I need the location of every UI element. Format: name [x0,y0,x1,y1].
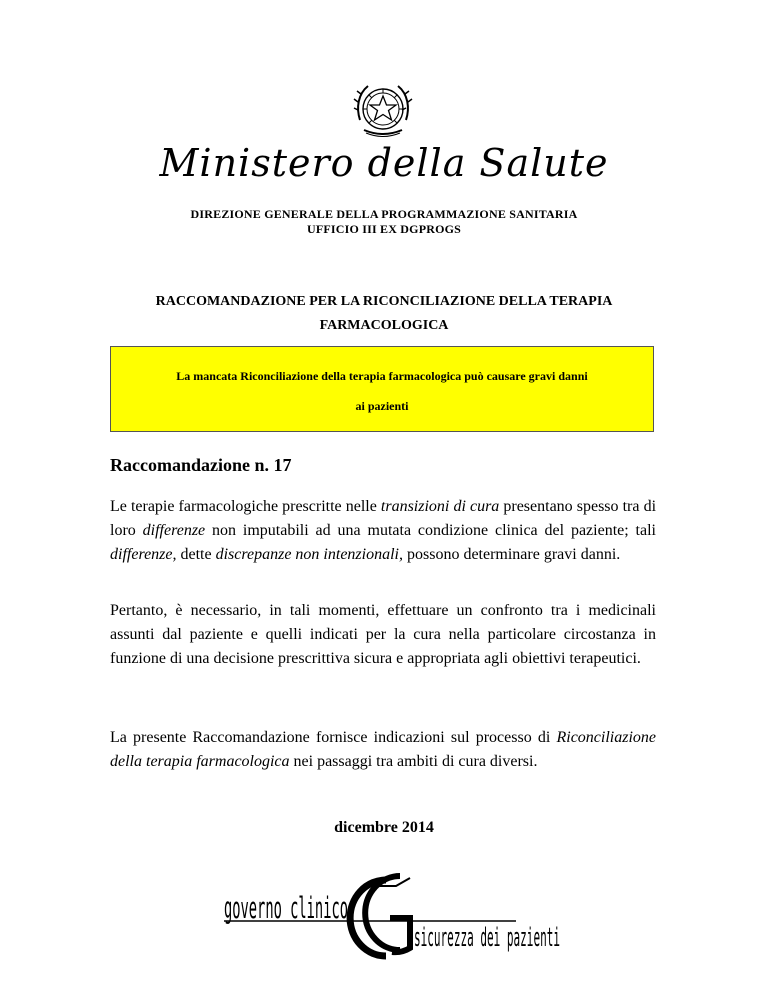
warning-box [110,346,654,432]
paragraph-discrepancies: Le terapie farmacologiche prescritte nelle transizioni di cura presentano spesso tra di loro differenze non imputabili ad una mutata condizione clinica del paziente; tali differenze, dette discrepanze non intenzionali, possono determinare gravi danni. [110,498,657,563]
svg-text:sicurezza dei pazienti: sicurezza dei pazienti [414,922,560,953]
document-title-line-2: FARMACOLOGICA [319,318,449,333]
publication-date: dicembre 2014 [334,819,434,836]
svg-text:governo clinico: governo clinico [224,891,348,927]
direction-heading: DIREZIONE GENERALE DELLA PROGRAMMAZIONE SANITARIA [190,207,578,221]
warning-text-line-2: ai pazienti [355,399,409,413]
ministry-name: Ministero della Salute [159,141,609,185]
paragraph-comparison: Pertanto, è necessario, in tali momenti, effettuare un confronto tra i medicinali assunti dal paziente e quelli indicati per la cura nella particolare circostanza in funzione di una decisione prescrittiva sicura e appropriata agli obiettivi terapeutici. [110,602,656,667]
italian-republic-emblem [352,80,414,140]
office-heading: UFFICIO III EX DGPROGS [306,222,462,236]
warning-text-line-1: La mancata Riconciliazione della terapia farmacologica può causare gravi danni [176,369,588,383]
document-title-line-1: RACCOMANDAZIONE PER LA RICONCILIAZIONE DELLA TERAPIA [155,294,613,309]
paragraph-scope: La presente Raccomandazione fornisce indicazioni sul processo di Riconciliazione della terapia farmacologica nei passaggi tra ambiti di cura diversi. [110,729,656,770]
recommendation-number: Raccomandazione n. 17 [110,455,292,475]
governo-clinico-logo [210,860,580,964]
